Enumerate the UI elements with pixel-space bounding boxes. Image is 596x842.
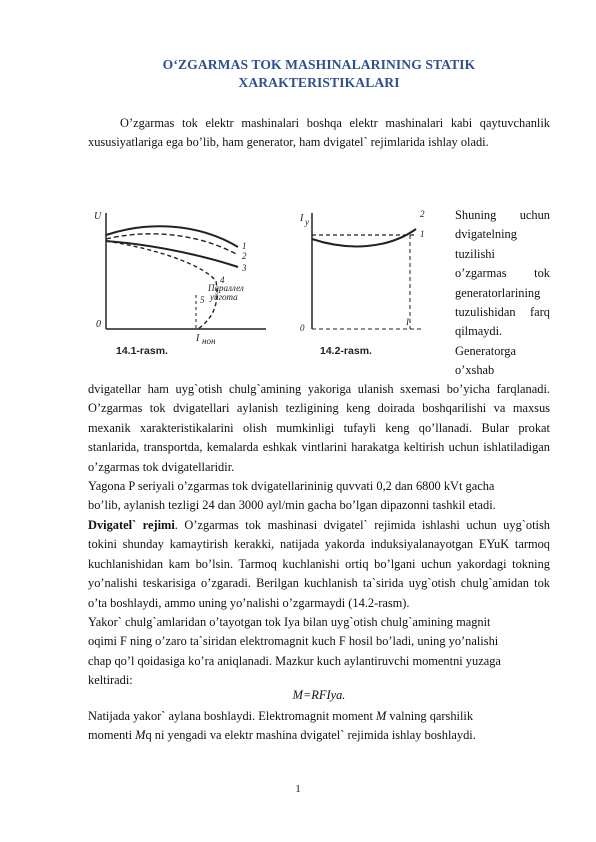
fig1-caption: 14.1-rasm. (116, 345, 168, 357)
fig1-curve-3 (106, 241, 238, 267)
figure-group (88, 205, 448, 365)
paragraph-motor-mode (88, 516, 550, 613)
force-line-2: oqimi F ning o’zaro ta`siridan elektromagnit kuch F hosil bo’ladi, uning yo’nalishi (88, 634, 499, 649)
fig1-curve-4 (106, 241, 217, 329)
side-line-9: o’xshab (455, 363, 495, 378)
fig2-bottom-i: I (406, 317, 409, 327)
p-series-line-2: bo’lib, aylanish tezligi 24 dan 3000 ayl/min gacha bo’lgan dipazonni tashkil etadi. (88, 498, 496, 513)
fig1-label-2: 2 (242, 251, 247, 261)
rotation-text-c: momenti (88, 728, 136, 743)
page-title (88, 56, 550, 92)
fig2-origin: 0 (300, 323, 305, 333)
paragraph-dvigatellar: dvigatellar ham uyg`otish chulg`amining yakoriga ulanish sxemasi bo’yicha farqlanadi. O’zgarmas tok dvigatellari aylanish tezligining keng doirada boshqarilishi va maxsus mexanik xarakteristikalarini olish mumkinligi tufayli keng qo’llanadi. Bular prokat stanlarida, transportda, kemalarda eshkak vintlarini harakatga keltirish uchun ishlatiladigan o’zgarmas tok dvigatellaridir. (88, 382, 550, 474)
title-line-1: O‘ZGARMAS TOK MASHINALARINING STATIK (162, 57, 476, 72)
fig1-x-sub: нон (202, 336, 216, 346)
fig2-curve-1 (312, 229, 416, 246)
motor-mode-heading: Dvigatel` rejimi (88, 518, 175, 532)
rotation-text-b: valning qarshilik (386, 709, 474, 723)
side-line-1: Shuning uchun (455, 208, 550, 222)
side-line-8: Generatorga (455, 343, 517, 358)
fig1-annotation-2: уйгота (210, 292, 238, 302)
side-line-5: generatorlarining (455, 285, 541, 300)
fig2-y-sub: y (305, 217, 309, 227)
side-line-3: tuzilishi (455, 246, 495, 261)
fig1-x-label: I (196, 333, 200, 344)
rotation-line-1 (88, 707, 550, 726)
fig2-label-1: 1 (420, 229, 425, 239)
fig1-annotation-1: Параллел (208, 283, 244, 293)
fig2-y-label: I (300, 213, 304, 224)
fig2-label-2: 2 (420, 209, 425, 219)
fig1-label-1: 1 (242, 241, 247, 251)
force-line-3: chap qo’l qoidasiga ko’ra aniqlanadi. Mazkur kuch aylantiruvchi momentni yuzaga (88, 653, 501, 668)
force-line-4: keltiradi: (88, 673, 133, 688)
title-line-2: XARAKTERISTIKALARI (238, 75, 400, 90)
side-line-7: qilmaydi. (455, 324, 503, 339)
formula: M=RFIya. (292, 688, 346, 702)
rotation-line-2 (88, 726, 550, 745)
fig1-y-label: U (94, 211, 102, 222)
fig1-label-3: 3 (242, 263, 247, 273)
figure-14-1 (94, 211, 266, 357)
paragraph-force (88, 613, 550, 691)
fig1-label-5: 5 (200, 295, 205, 305)
side-line-6: tuzulishidan farq (455, 305, 550, 320)
fig2-caption: 14.2-rasm. (320, 345, 372, 357)
side-line-2: dvigatelning (455, 227, 517, 242)
moment-q-symbol: M (135, 728, 146, 743)
paragraph-p-series (88, 477, 550, 516)
rotation-text-a: Natijada yakor` aylana boshlaydi. Elektromagnit moment (88, 709, 376, 723)
side-line-4: o’zgarmas tok (455, 266, 550, 281)
fig1-origin: 0 (96, 319, 101, 330)
p-series-line-1: Yagona P seriyali o’zgarmas tok dvigatellarininig quvvati 0,2 dan 6800 kVt gacha (88, 479, 495, 493)
paragraph-rotation (88, 707, 550, 746)
moment-symbol: M (376, 709, 387, 723)
figure-14-2 (299, 209, 425, 357)
intro-paragraph: O’zgarmas tok elektr mashinalari boshqa elektr mashinalari kabi qaytuvchanlik xususiyatlariga ega bo’lib, ham generator, ham dvigatel` rejimlarida ishlay oladi. (88, 116, 550, 150)
rotation-text-d: q ni yengadi va elektr mashina dvigatel` rejimida ishlay boshlaydi. (145, 728, 476, 743)
side-text (455, 206, 550, 381)
motor-mode-text: . O’zgarmas tok mashinasi dvigatel` rejimida ishlashi uchun uyg`otish tokini shunday kamaytirish kerakki, natijada yakorda induksiyalanayotgan EYuK tarmoq kuchlanishidan kam bo’lsin. Tarmoq kuchlanishi ortiq bo’lgani uchun yakordagi tokning yo’nalishi teskarisiga o’zgaradi. Berilgan kuchlanish ta`sirida uyg`otish chulg`amidan tok o’ta boshlaydi, ammo uning yo’nalishi o’zgarmaydi (14.2-rasm). (88, 518, 550, 610)
page-number: 1 (295, 783, 301, 795)
fig1-label-4: 4 (220, 275, 225, 285)
force-line-1: Yakor` chulg`amlaridan o’tayotgan tok Iya bilan uyg`otish chulg`amining magnit (88, 615, 491, 629)
figures-svg (88, 205, 448, 365)
